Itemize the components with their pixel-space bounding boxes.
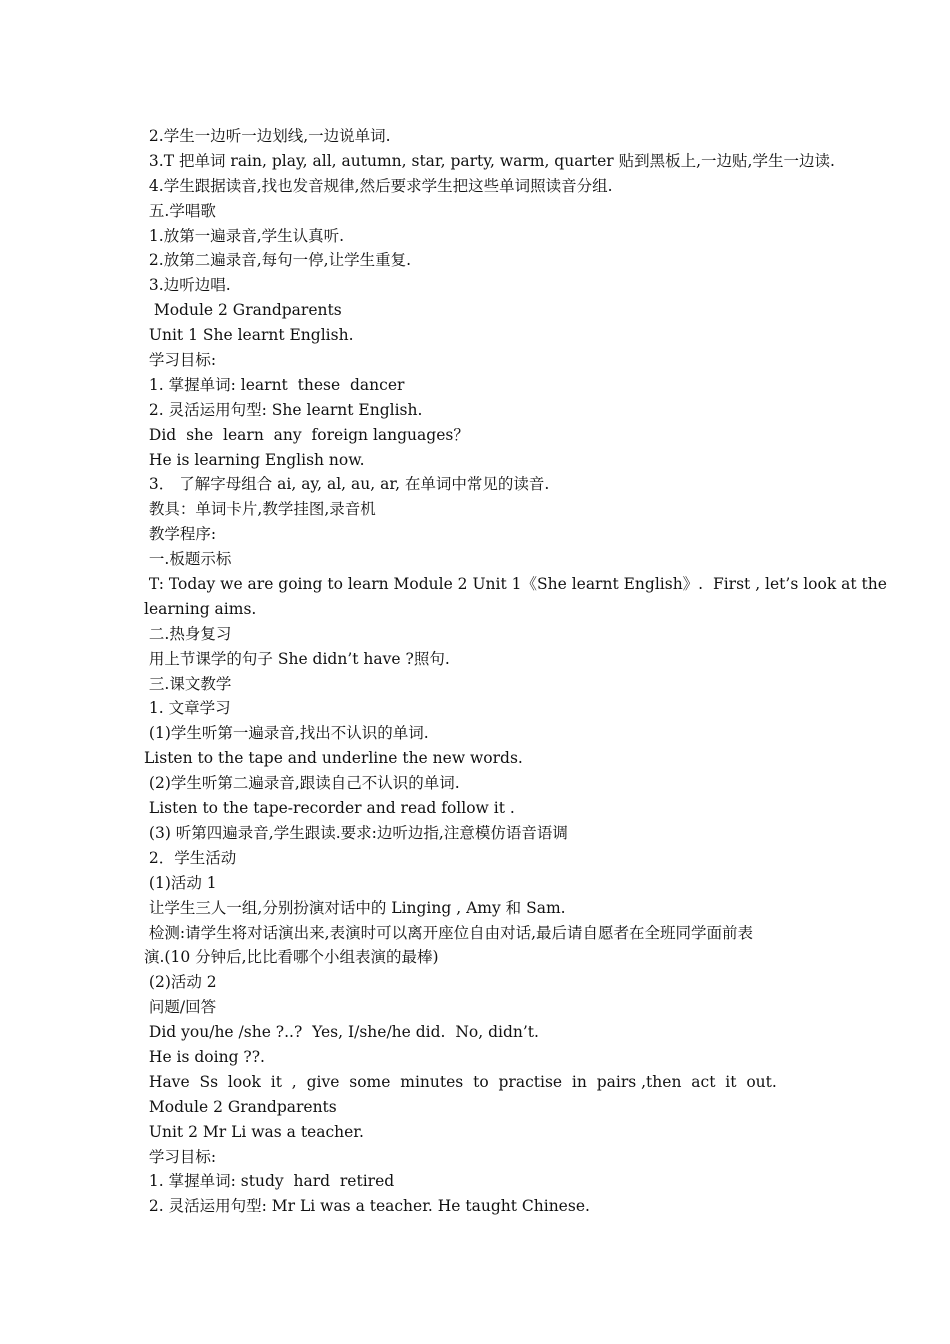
text-line: 2.学生一边听一边划线,一边说单词. [144,127,391,145]
text-line: 3.T 把单词 rain, play, all, autumn, star, party, warm, quarter 贴到黑板上,一边贴,学生一边读. [144,151,835,170]
text-line: 教具：单词卡片,教学挂图,录音机 [144,500,376,519]
text-line: Have Ss look it , give some minutes to practise in pairs ,then act it out. [144,1072,777,1091]
text-line: Listen to the tape-recorder and read follow it . [144,799,515,818]
text-line: 学习目标: [144,351,217,370]
text-line: 1. 掌握单词: study hard retired [144,1172,395,1191]
section-heading: 五.学唱歌 [144,201,216,220]
text-line: 3.边听边唱. [144,276,231,295]
text-line: (3) 听第四遍录音,学生跟读.要求:边听边指,注意模仿语音语调 [144,823,568,842]
text-line: 2. 灵活运用句型: Mr Li was a teacher. He taught Chinese. [144,1197,590,1216]
document-body [144,124,887,1219]
unit-heading: Unit 2 Mr Li was a teacher. [144,1122,364,1141]
text-line: (2)活动 2 [144,973,217,992]
text-line: 2.放第二遍录音,每句一停,让学生重复. [144,251,411,270]
text-line: He is doing ??. [144,1047,265,1066]
text-line: Listen to the tape and underline the new words. [144,749,523,768]
text-line: 3． 了解字母组合 ai, ay, al, au, ar, 在单词中常见的读音. [144,475,550,494]
text-line: 教学程序: [144,525,217,544]
text-line: He is learning English now. [144,450,365,469]
text-line: Did she learn any foreign languages？ [144,425,469,444]
text-line: 问题/回答 [144,998,217,1017]
text-line: learning aims. [144,599,257,618]
section-heading: 一.板题示标 [144,550,232,569]
text-line: 用上节课学的句子 She didn’t have ?照句. [144,649,450,668]
text-line: T: Today we are going to learn Module 2 Unit 1《She learnt English》. First , let’s look at the [144,575,887,594]
text-line: 1.放第一遍录音,学生认真听. [144,226,345,245]
text-line: 2. 灵活运用句型: She learnt English. [144,400,423,419]
text-line: 检测:请学生将对话演出来,表演时可以离开座位自由对话,最后请自愿者在全班同学面前表 [144,923,754,942]
section-heading: 二.热身复习 [144,624,232,643]
text-line: 学习目标: [144,1147,217,1166]
text-line: 4.学生跟据读音,找也发音规律,然后要求学生把这些单词照读音分组. [144,176,613,195]
text-line: (1)学生听第一遍录音,找出不认识的单词. [144,724,429,743]
text-line: (1)活动 1 [144,873,217,892]
module-heading: Module 2 Grandparents [144,1097,337,1116]
section-heading: 三.课文教学 [144,674,232,693]
text-line: Did you/he /she ?..? Yes, I/she/he did. No, didn’t. [144,1023,539,1042]
text-line: (2)学生听第二遍录音,跟读自己不认识的单词. [144,774,460,793]
module-heading: Module 2 Grandparents [144,301,342,320]
text-line: 1. 掌握单词: learnt these dancer [144,375,405,394]
text-line: 1. 文章学习 [144,699,231,718]
text-line: 让学生三人一组,分别扮演对话中的 Linging , Amy 和 Sam. [144,898,566,917]
unit-heading: Unit 1 She learnt English. [144,326,354,345]
text-line: 演.(10 分钟后,比比看哪个小组表演的最棒) [144,948,439,967]
text-line: 2．学生活动 [144,848,237,867]
